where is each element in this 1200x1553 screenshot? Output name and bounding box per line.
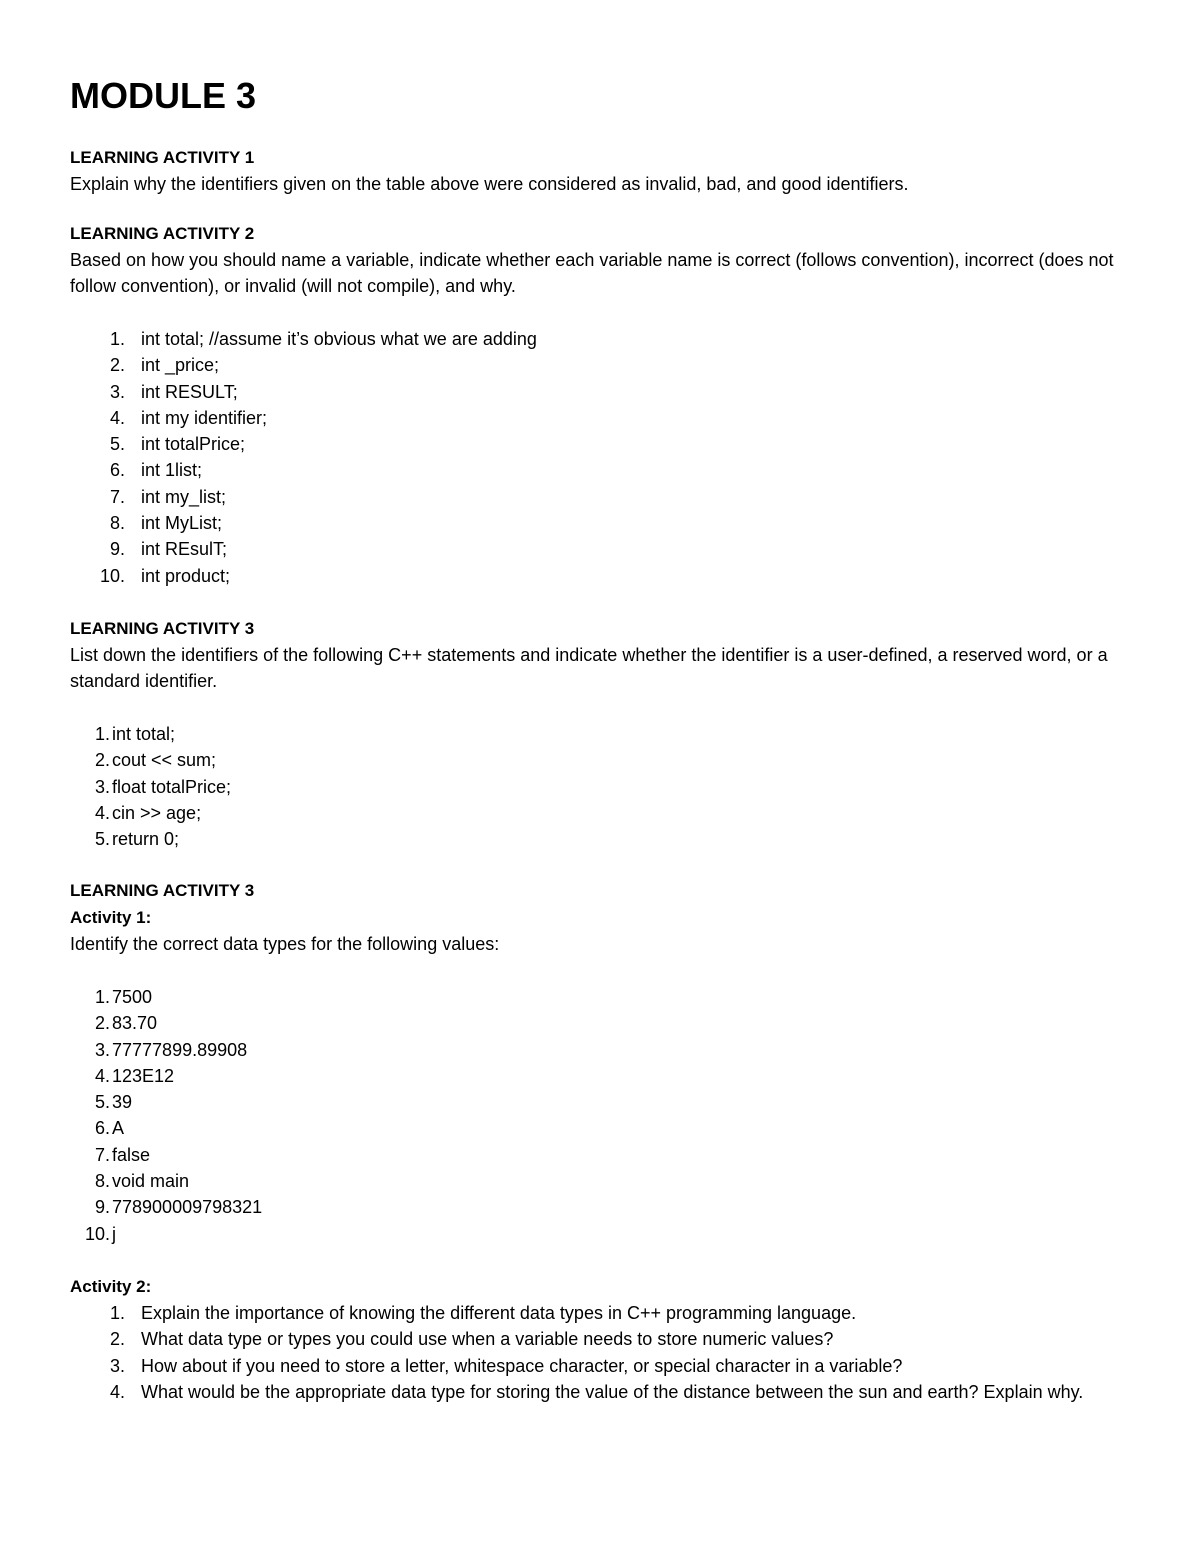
list-item bbox=[70, 1010, 220, 1036]
activity3b-sub-heading: Activity 1: bbox=[70, 908, 152, 927]
list-item bbox=[70, 1037, 248, 1063]
activity3b-list bbox=[70, 984, 263, 1247]
list-item bbox=[70, 747, 217, 773]
list-item-text: int my identifier; bbox=[141, 407, 268, 428]
activity2b-heading: Activity 2: bbox=[70, 1277, 152, 1296]
list-item-number: 3. bbox=[109, 381, 125, 402]
list-item bbox=[70, 1115, 220, 1141]
list-item bbox=[70, 379, 466, 405]
activity1-heading: LEARNING ACTIVITY 1 bbox=[70, 148, 255, 167]
list-item-text: int product; bbox=[141, 565, 231, 586]
list-item bbox=[70, 484, 466, 510]
activity2-text: Based on how you should name a variable, indicate whether each variable name is correct (follows convention), incorrect (does not follow convention), or invalid (will not compile), and why. bbox=[70, 250, 1114, 297]
activity2-heading: LEARNING ACTIVITY 2 bbox=[70, 224, 255, 243]
list-item-number: 3. bbox=[109, 1355, 125, 1376]
list-item-text: 778900009798321 bbox=[112, 1197, 263, 1218]
list-item-text: int REsulT; bbox=[141, 539, 228, 560]
list-item-number: 5. bbox=[109, 434, 125, 455]
list-item-text: void main bbox=[112, 1171, 190, 1192]
list-item-text: cin >> age; bbox=[112, 802, 202, 823]
list-item-number: 3. bbox=[94, 1039, 110, 1060]
list-item-text: Explain the importance of knowing the different data types in C++ programming language. bbox=[141, 1303, 857, 1323]
list-item bbox=[70, 1194, 263, 1220]
list-item-number: 4. bbox=[94, 802, 110, 823]
list-item bbox=[70, 326, 537, 352]
activity3-text: List down the identifiers of the following C++ statements and indicate whether the identifier is a user-defined, a reserved word, or a standard identifier. bbox=[70, 645, 1108, 692]
list-item-number: 9. bbox=[109, 539, 125, 560]
list-item bbox=[70, 1353, 1141, 1379]
list-item-text: 123E12 bbox=[112, 1065, 175, 1086]
list-item bbox=[70, 984, 220, 1010]
activity1-text: Explain why the identifiers given on the table above were considered as invalid, bad, and good identifiers. bbox=[70, 174, 909, 194]
list-item bbox=[70, 1089, 220, 1115]
list-item-text: int my_list; bbox=[141, 486, 227, 507]
list-item bbox=[70, 405, 466, 431]
activity3-heading: LEARNING ACTIVITY 3 bbox=[70, 619, 255, 638]
list-item-number: 2. bbox=[109, 1329, 125, 1350]
list-item-text: j bbox=[112, 1223, 116, 1244]
list-item-number: 5. bbox=[94, 1092, 110, 1113]
list-item bbox=[70, 457, 466, 483]
list-item-text: int total; //assume it’s obvious what we are adding bbox=[141, 329, 537, 349]
list-item-number: 3. bbox=[94, 776, 110, 797]
list-item-text: 83.70 bbox=[112, 1013, 158, 1034]
list-item bbox=[70, 1168, 220, 1194]
list-item-number: 10. bbox=[84, 1223, 110, 1244]
list-item-number: 8. bbox=[94, 1171, 110, 1192]
list-item-number: 8. bbox=[109, 513, 125, 534]
list-item bbox=[70, 1300, 1141, 1326]
list-item bbox=[70, 563, 466, 589]
list-item bbox=[70, 721, 189, 747]
list-item-number: 4. bbox=[94, 1065, 110, 1086]
list-item bbox=[70, 352, 466, 378]
list-item-number: 1. bbox=[94, 724, 110, 744]
list-item-text: int total; bbox=[112, 724, 176, 744]
list-item-text: return 0; bbox=[112, 829, 180, 850]
list-item-number: 7. bbox=[94, 1144, 110, 1165]
list-item-number: 1. bbox=[94, 987, 110, 1007]
list-item-number: 1. bbox=[109, 1303, 125, 1323]
activity3b-text: Identify the correct data types for the following values: bbox=[70, 934, 500, 954]
list-item bbox=[70, 826, 189, 852]
list-item-number: 2. bbox=[109, 355, 125, 376]
list-item-text: How about if you need to store a letter, whitespace character, or special character in a variable? bbox=[141, 1355, 903, 1376]
activity3b-heading: LEARNING ACTIVITY 3 bbox=[70, 881, 255, 900]
list-item-number: 4. bbox=[109, 1382, 125, 1403]
list-item bbox=[70, 1142, 220, 1168]
list-item-number: 5. bbox=[94, 829, 110, 850]
list-item-number: 10. bbox=[99, 565, 125, 586]
list-item-number: 2. bbox=[94, 1013, 110, 1034]
list-item-text: int RESULT; bbox=[141, 381, 238, 402]
list-item bbox=[70, 536, 466, 562]
list-item-text: int 1list; bbox=[141, 460, 203, 481]
list-item-text: int _price; bbox=[141, 355, 220, 376]
list-item-number: 4. bbox=[109, 407, 125, 428]
list-item-text: What would be the appropriate data type for storing the value of the distance between the sun and earth? Explain why. bbox=[141, 1382, 1084, 1403]
list-item bbox=[70, 431, 466, 457]
list-item-text: 77777899.89908 bbox=[112, 1039, 248, 1060]
list-item-number: 7. bbox=[109, 486, 125, 507]
list-item bbox=[70, 800, 202, 826]
page-title: MODULE 3 bbox=[70, 75, 257, 116]
list-item bbox=[70, 1326, 1141, 1352]
activity3-list bbox=[70, 721, 232, 852]
list-item-text: int totalPrice; bbox=[141, 434, 246, 455]
list-item-number: 6. bbox=[109, 460, 125, 481]
activity2-list bbox=[70, 326, 537, 589]
list-item-text: float totalPrice; bbox=[112, 776, 232, 797]
list-item-text: false bbox=[112, 1144, 151, 1165]
list-item-number: 6. bbox=[94, 1118, 110, 1139]
list-item-number: 9. bbox=[94, 1197, 110, 1218]
list-item bbox=[70, 510, 466, 536]
list-item-text: A bbox=[112, 1118, 125, 1139]
list-item-text: int MyList; bbox=[141, 513, 223, 534]
list-item bbox=[70, 1063, 220, 1089]
list-item bbox=[70, 774, 232, 800]
list-item-text: 7500 bbox=[112, 987, 153, 1007]
list-item-number: 1. bbox=[109, 329, 125, 349]
list-item bbox=[70, 1221, 220, 1247]
list-item bbox=[70, 1379, 1141, 1405]
list-item-text: What data type or types you could use when a variable needs to store numeric values? bbox=[141, 1329, 834, 1350]
list-item-text: cout << sum; bbox=[112, 750, 217, 771]
list-item-text: 39 bbox=[112, 1092, 133, 1113]
list-item-number: 2. bbox=[94, 750, 110, 771]
activity2b-list bbox=[70, 1300, 1141, 1406]
